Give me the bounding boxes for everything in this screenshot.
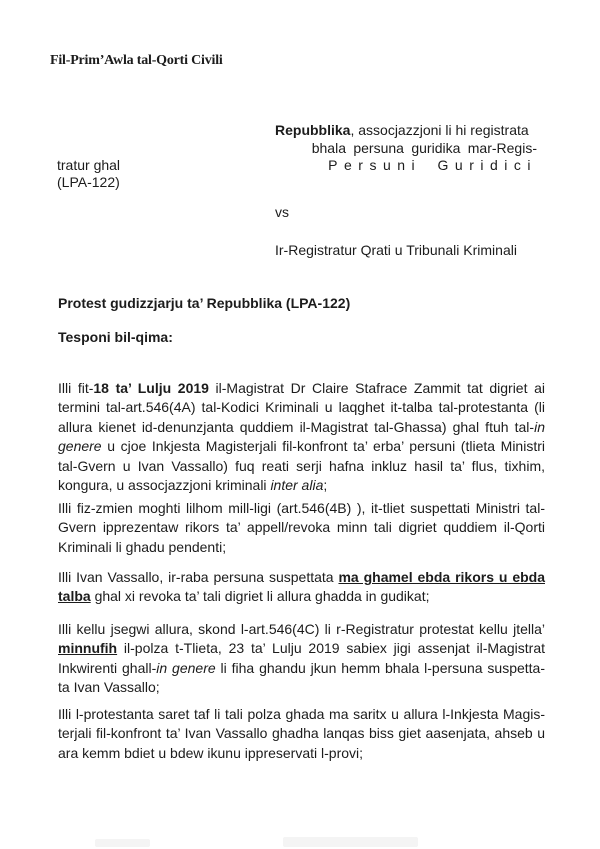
text-line (58, 620, 545, 639)
petitioner-name-line (275, 121, 537, 140)
court-name: Fil-Prim’Awla tal-Qorti Civili (50, 53, 223, 68)
text-line (58, 659, 545, 678)
text-line (58, 724, 545, 743)
bold-text: Repubblika (275, 122, 351, 138)
text-line (58, 499, 545, 518)
text-line (58, 744, 545, 763)
petitioner-wrap-line: bhala persuna guridika mar-Regis- (311, 140, 537, 156)
text-run: tal-Gvern u Ivan Vassallo) fuq reati serji hafna inkluz hasil ta’ flus, tixhim, (58, 457, 545, 474)
text-run: Inkwirenti ghall- (58, 659, 157, 676)
text-run: u cjoe Inkjesta Magisterjali fil-konfront ta’ erba’ persuni (tlieta Ministri (101, 438, 545, 455)
paragraph-3 (58, 568, 545, 607)
text-run: kongura, u assocjazzjoni kriminali (58, 477, 271, 494)
versus-label: vs (275, 204, 289, 220)
text-run: Illi fiz-zmien moghti lilhom mill-ligi (art.546(4B) ), it-tliet suspettati Ministri tal- (58, 500, 545, 516)
text-run: Illi fit- (58, 380, 94, 396)
text-line (58, 568, 545, 587)
paragraph-1 (58, 379, 545, 495)
text-run: Illi Ivan Vassallo, ir-raba persuna suspettata (58, 569, 339, 585)
case-reference: (LPA-122) (57, 174, 120, 190)
text-line (58, 705, 545, 724)
text-run: ara kemm bdiet u bdew ikunu ippreservati l-provi; (58, 744, 364, 761)
text-run: Illi l-protestanta saret taf li tali polza ghada ma saritx u allura l-Inkjesta Magis- (58, 706, 545, 722)
text-run: ghal xi revoka ta’ tali digriet li allura ghadda in gudikat; (90, 588, 430, 605)
scan-smudge (95, 839, 150, 847)
text-line (58, 639, 545, 658)
text-run: Kriminali li ghadu pendenti; (58, 538, 227, 555)
text-run: allura kienet id-denunzjanta quddiem il-Magistrat tal-Ghassa) ghal ftuh tal- (58, 418, 535, 435)
italic-text: genere (58, 438, 102, 455)
text-run: terjali fil-konfront ta’ Ivan Vassallo ghadha lanqas biss giet aasenjata, ahseb u (58, 725, 545, 742)
wrap-fragment-text: tratur ghal (57, 157, 121, 173)
text-line (58, 476, 545, 495)
text-run: il-polza t-Tlieta, 23 ta’ Lulju 2019 sabiex jigi assenjat il-Magistrat (117, 640, 545, 657)
scan-smudge (283, 837, 418, 847)
text-run: ; (323, 477, 328, 494)
text-run: , assocjazzjoni li hi registrata (350, 122, 529, 138)
protest-title: Protest gudizzjarju ta’ Repubblika (LPA-122) (58, 295, 351, 311)
text-run: li fiha ghandu jkun hemm bhala l-persuna suspetta- (215, 659, 545, 676)
bold-underline-text: ma ghamel ebda rikors u ebda (338, 569, 545, 585)
text-run: Illi kellu jsegwi allura, skond l-art.546(4C) li r-Registratur protestat kellu jtella’ (58, 621, 545, 637)
text-line (58, 538, 545, 557)
italic-text: in (534, 418, 545, 435)
text-line (58, 587, 545, 606)
italic-text: inter alia (270, 477, 324, 494)
bold-underline-text: talba (58, 588, 91, 605)
italic-text: in genere (156, 659, 216, 676)
respondent-name: Ir-Registratur Qrati u Tribunali Kriminali (275, 242, 517, 258)
text-run: Gvern ipprezentaw rikors ta’ appell/revoka minn tali digriet quddiem il-Qorti (58, 519, 545, 536)
petitioner-registry-line: Persuni Guridici (328, 157, 537, 173)
text-line (58, 379, 545, 398)
text-line (58, 457, 545, 476)
text-line (58, 518, 545, 537)
text-line (58, 437, 545, 456)
text-line (58, 678, 545, 697)
paragraph-2 (58, 499, 545, 557)
salutation: Tesponi bil-qima: (58, 329, 173, 345)
text-line (275, 121, 537, 140)
text-run: termini tal-art.546(4A) tal-Kodici Kriminali u laqghet it-talba tal-protestanta (li (58, 399, 545, 416)
text-run: il-Magistrat Dr Claire Stafrace Zammit tat digriet ai (208, 380, 545, 396)
paragraph-5 (58, 705, 545, 763)
paragraph-4 (58, 620, 545, 698)
bold-text: 18 ta’ Lulju 2019 (93, 380, 209, 396)
text-run: ta Ivan Vassallo; (58, 679, 160, 696)
text-line (58, 398, 545, 417)
bold-underline-text: minnufih (58, 640, 118, 657)
text-line (58, 418, 545, 437)
